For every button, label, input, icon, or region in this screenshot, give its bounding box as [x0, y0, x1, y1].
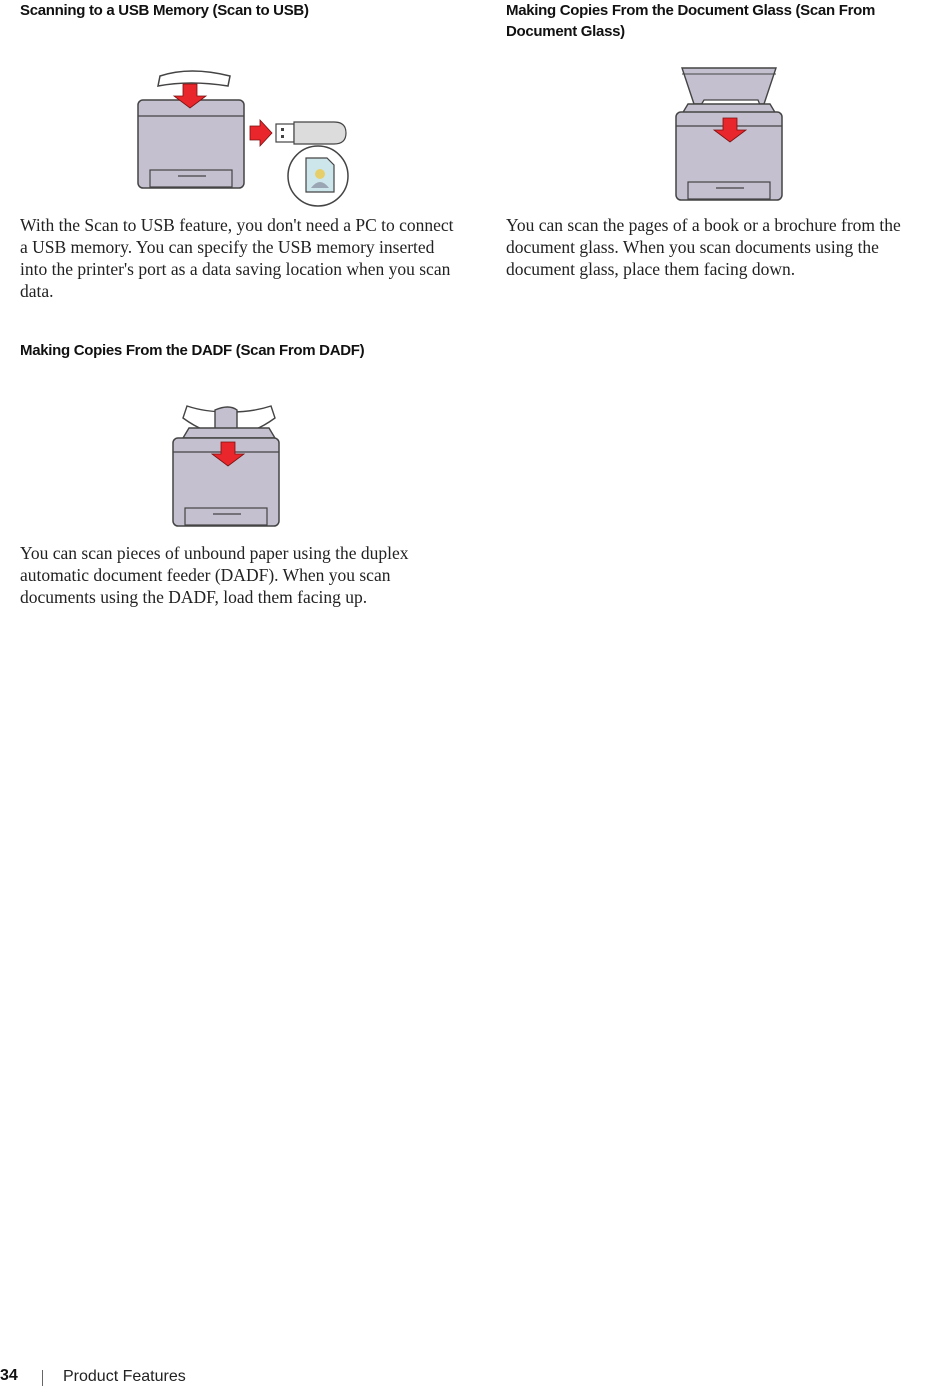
usb-section-body: With the Scan to USB feature, you don't need a PC to connect a USB memory. You can specify the USB memory inserted into the printer's port as a data saving location when you scan data. — [20, 215, 454, 301]
printer-icon — [138, 100, 244, 188]
dadf-section-body: You can scan pieces of unbound paper using the duplex automatic document feeder (DADF). When you scan documents using the DADF, load them facing up. — [20, 543, 409, 607]
usb-memory-icon — [276, 122, 346, 144]
scanner-lid-icon — [682, 68, 776, 104]
glass-section-title: Making Copies From the Document Glass (Scan From Document Glass) — [506, 2, 876, 40]
saved-document-bubble-icon — [288, 146, 348, 206]
footer-divider — [42, 1370, 43, 1386]
dadf-section-title: Making Copies From the DADF (Scan From DADF) — [20, 342, 365, 359]
usb-section-title: Scanning to a USB Memory (Scan to USB) — [20, 2, 309, 19]
red-right-arrow-icon — [250, 120, 272, 146]
scan-from-dadf-illustration — [165, 402, 295, 530]
glass-section-body: You can scan the pages of a book or a brochure from the document glass. When you scan documents using the document glass, place them facing down. — [506, 215, 901, 279]
scan-from-glass-illustration — [666, 64, 796, 204]
footer-section-label: Product Features — [63, 1368, 186, 1385]
scan-to-usb-illustration — [130, 62, 370, 210]
page-number: 34 — [0, 1367, 18, 1384]
